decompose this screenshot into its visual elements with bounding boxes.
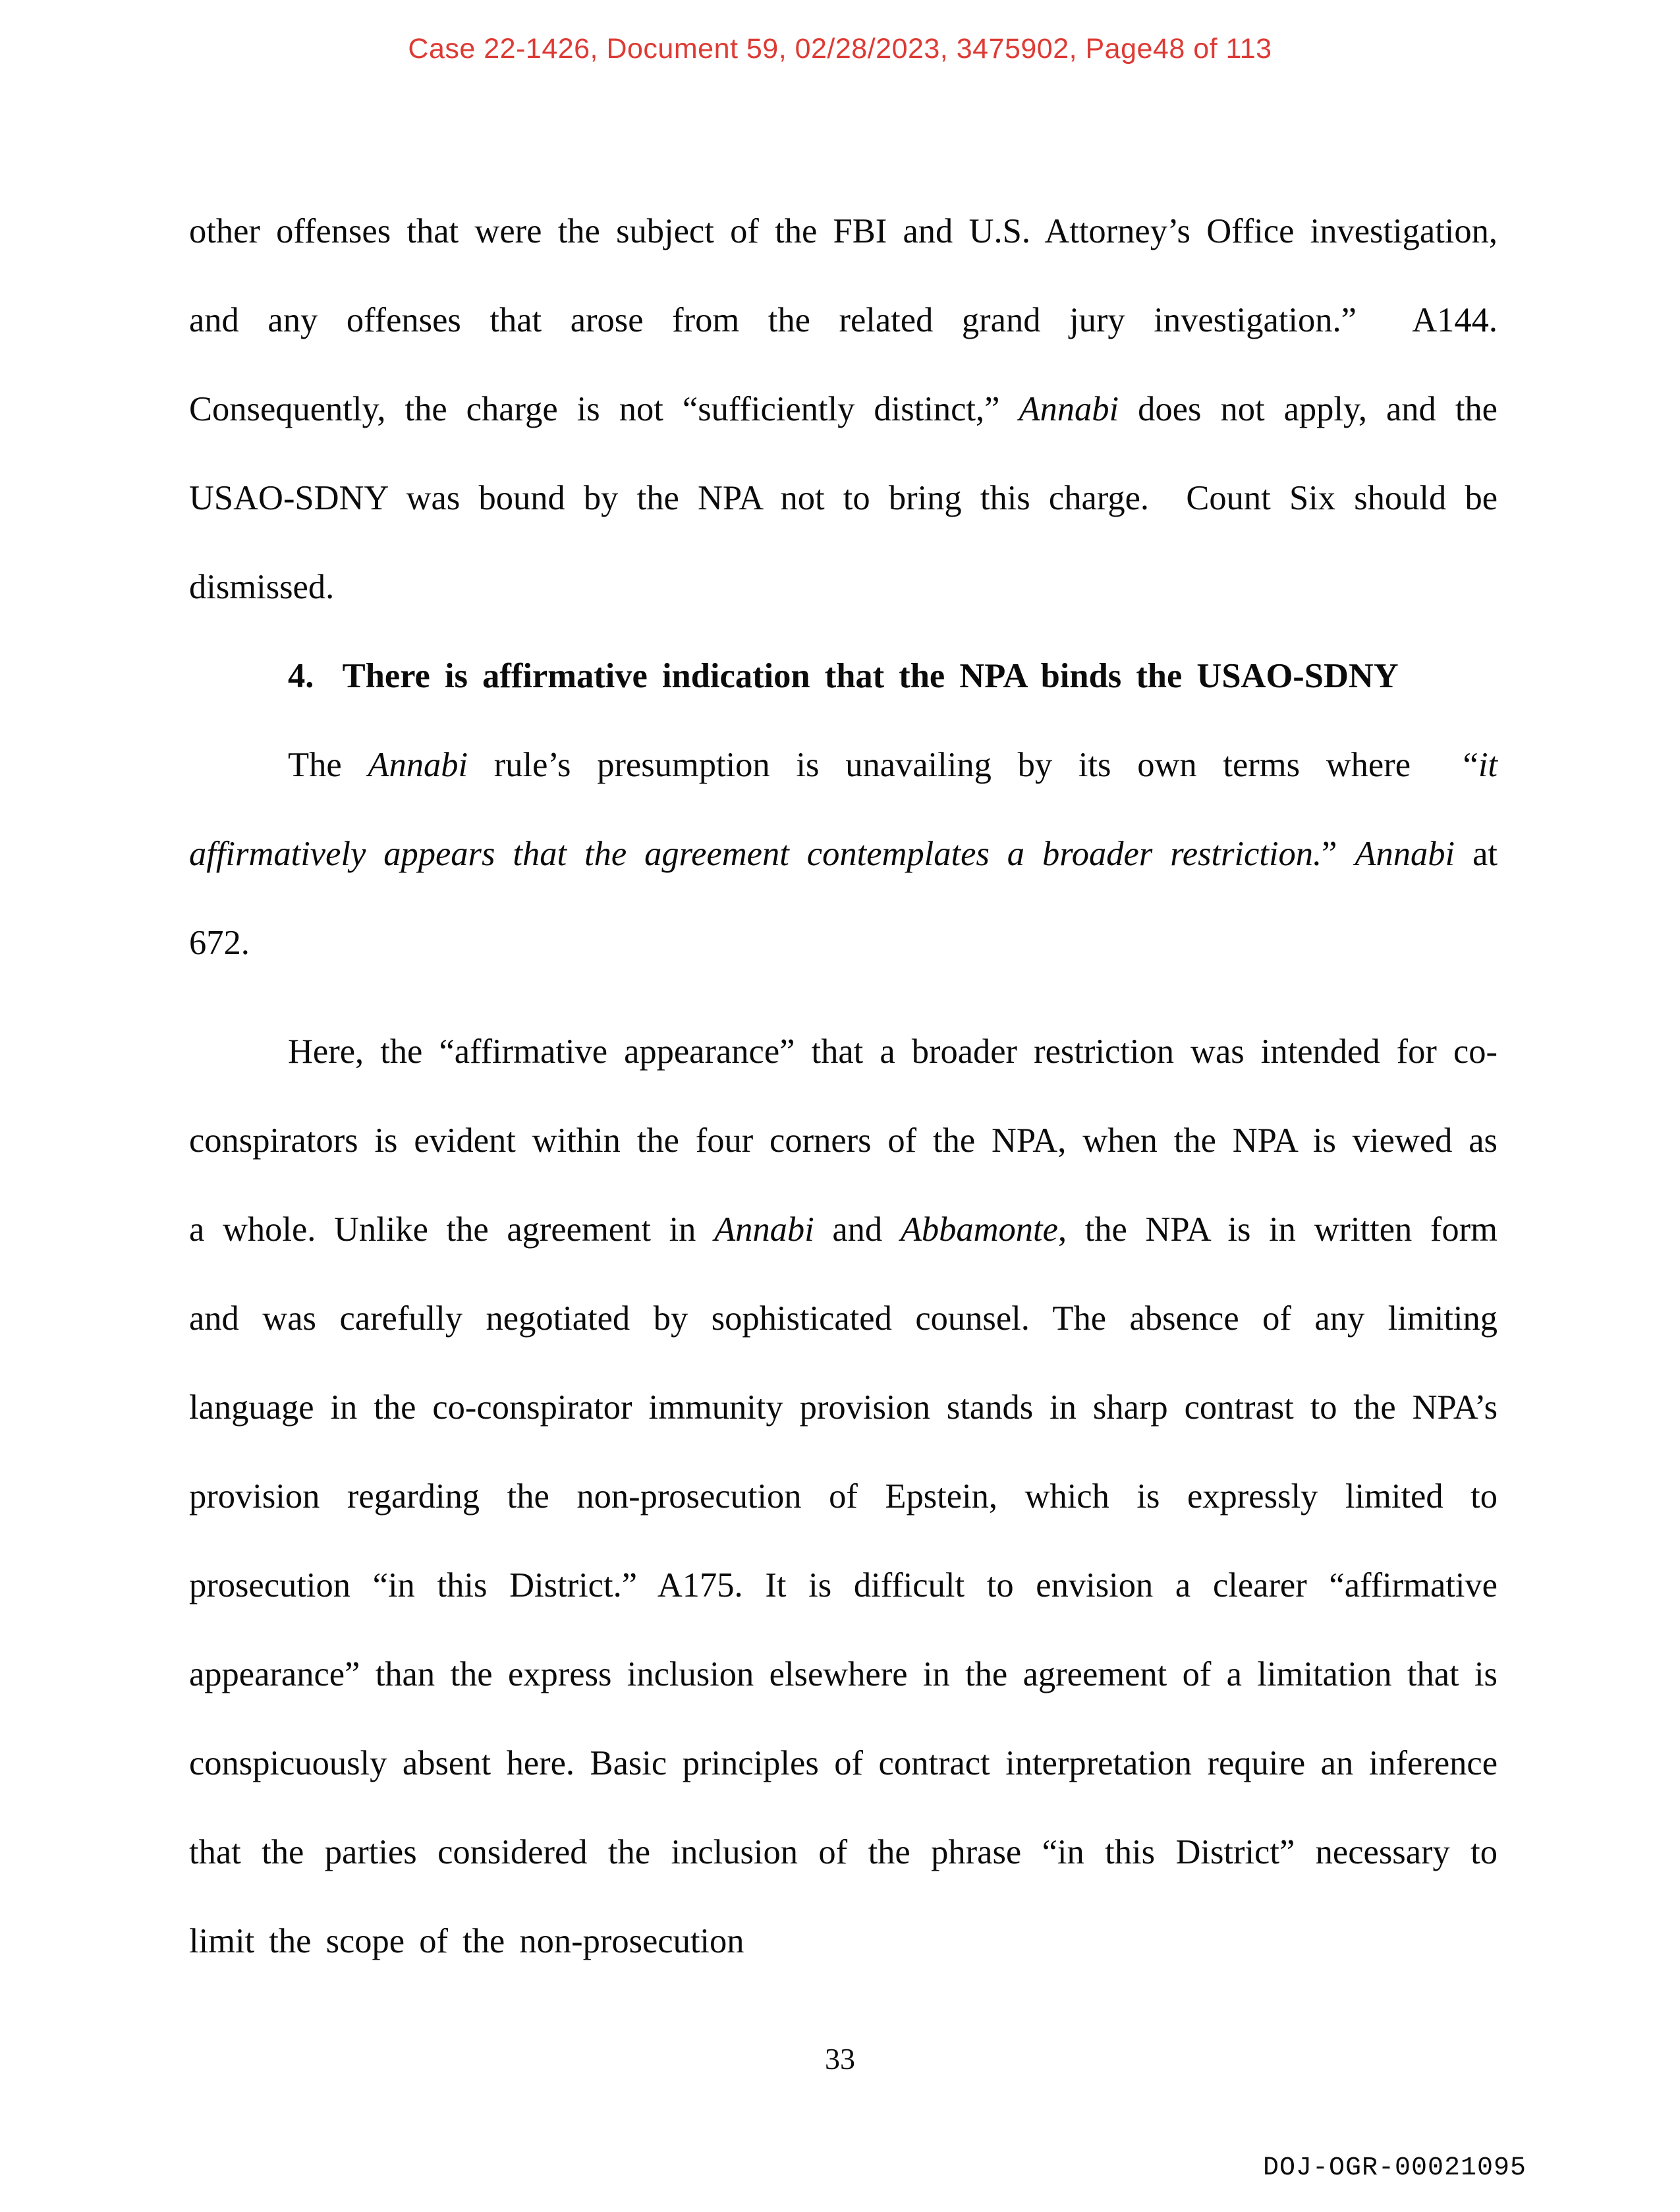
text-segment: and [814, 1210, 901, 1249]
case-header-stamp: Case 22-1426, Document 59, 02/28/2023, 3475902, Page48 of 113 [408, 33, 1272, 65]
paragraph-annabi-rule [189, 721, 1513, 988]
text-segment: Here, the “affirmative appearance” that a broader restriction was intended for co-conspirators is evident within the four corners of the NPA, when the NPA is viewed as a whole. Unlike the agreement in [189, 1033, 1513, 1249]
bates-number: DOJ-OGR-00021095 [1262, 2153, 1526, 2183]
text-segment: The [288, 746, 368, 784]
text-segment: does not apply, and the USAO-SDNY was bound by the NPA not to bring this charge. Count Six should be dismissed. [189, 390, 1513, 606]
text-segment: at 672. [189, 835, 1513, 962]
page-number: 33 [825, 2042, 855, 2076]
paragraph-continuation [189, 187, 1527, 632]
text-segment: Annabi [1355, 835, 1455, 873]
text-segment: it affirmatively appears that the agreement contemplates a broader restriction. [189, 746, 1513, 873]
text-segment: Annabi [368, 746, 468, 784]
text-segment: rule’s presumption is unavailing by its own terms where “ [468, 746, 1478, 784]
section-heading-4: 4. There is affirmative indication that the NPA binds the USAO-SDNY [288, 657, 1399, 695]
document-body [189, 187, 1527, 1986]
text-segment: Annabi [1019, 390, 1119, 428]
text-segment: Abbamonte [900, 1210, 1058, 1249]
text-segment: , the NPA is in written form and was carefully negotiated by sophisticated counsel. The absence of any limiting language in the co-conspirator immunity provision stands in sharp contrast to the NPA’s provision regarding the non-prosecution of Epstein, which is expressly limited to prosecution “in this District.” A175. It is difficult to envision a clearer “affirmative appearance” than the express inclusion elsewhere in the agreement of a limitation that is conspicuously absent here. Basic principles of contract interpretation require an inference that the parties considered the inclusion of the phrase “in this District” necessary to limit the scope of the non-prosecution [189, 1210, 1513, 1960]
text-segment: other offenses that were the subject of the FBI and U.S. Attorney’s Office investigation, and any offenses that arose from the related grand jury investigation.” A144. Consequently, the charge is not “sufficiently distinct,” [189, 212, 1527, 428]
paragraph-affirmative-appearance [189, 1007, 1513, 1986]
text-segment: ” [1322, 835, 1355, 873]
text-segment: Annabi [714, 1210, 814, 1249]
